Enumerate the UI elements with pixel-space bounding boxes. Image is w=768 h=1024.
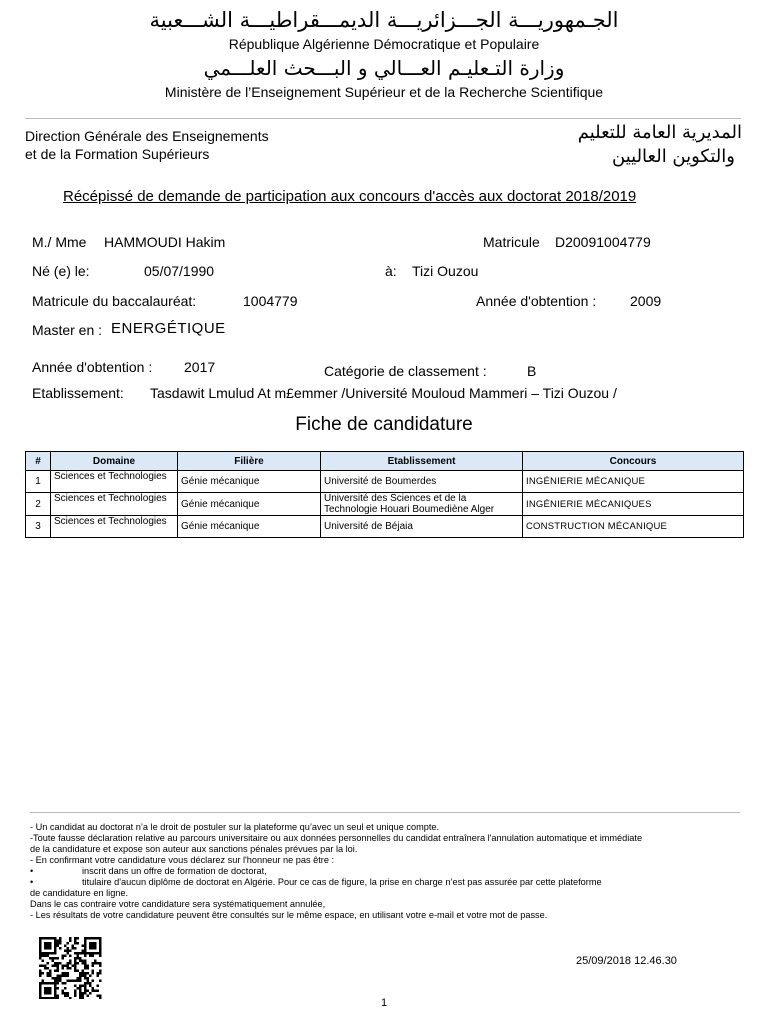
header-filiere: Filière [178, 452, 321, 471]
row-etablissement [321, 471, 523, 493]
row-etablissement-line1: Université de Béjaia [324, 521, 413, 532]
candidature-table [25, 451, 744, 538]
row-etablissement-line1: Université de Boumerdes [324, 476, 437, 487]
row-etablissement [321, 493, 523, 516]
note-line: - Les résultats de votre candidature peuvent être consultés sur le même espace, en utilisant votre e-mail et votre mot de passe. [30, 910, 548, 920]
republic-french: République Algérienne Démocratique et Populaire [228, 36, 540, 52]
note-bullet [30, 866, 740, 877]
header-num: # [26, 452, 51, 471]
bac-label: Matricule du baccalauréat: [32, 293, 197, 309]
bullet-icon: • [30, 866, 34, 876]
civility-label: M./ Mme [32, 234, 87, 250]
establishment-label: Etablissement: [32, 385, 124, 401]
notes-divider [30, 812, 740, 813]
candidate-name: HAMMOUDI Hakim [104, 234, 226, 250]
header-domaine: Domaine [51, 452, 178, 471]
direction-french-line1: Direction Générale des Enseignements [25, 128, 269, 144]
table-row [26, 516, 744, 538]
table-header-row [26, 452, 744, 471]
row-concours: CONSTRUCTION MÉCANIQUE [523, 516, 744, 538]
header-etablissement: Etablissement [321, 452, 523, 471]
master-label: Master en : [32, 322, 103, 338]
master-year-label: Année d'obtention : [32, 359, 153, 375]
category-value: B [527, 363, 537, 379]
establishment-value: Tasdawit Lmulud At m£emmer /Université Mouloud Mammeri – Tizi Ouzou / [150, 385, 617, 401]
birth-label: Né (e) le: [32, 263, 90, 279]
row-filiere: Génie mécanique [178, 516, 321, 538]
bullet-icon: • [30, 877, 34, 887]
header-concours: Concours [523, 452, 744, 471]
birth-place: Tizi Ouzou [412, 263, 479, 279]
document-title: Récépissé de demande de participation aux concours d'accès aux doctorat 2018/2019 [63, 188, 637, 205]
note-bullet-text: inscrit dans un offre de formation de doctorat, [82, 866, 267, 876]
row-domaine: Sciences et Technologies [51, 471, 178, 493]
row-etablissement-line1: Université des Sciences et de la [324, 493, 467, 504]
row-domaine: Sciences et Technologies [51, 516, 178, 538]
row-filiere: Génie mécanique [178, 493, 321, 516]
ministry-arabic: وزارة التـعليـم العـــالي و البـــحث العلـــمي [203, 56, 565, 80]
header-divider [25, 118, 741, 119]
qr-code-icon [39, 937, 103, 999]
row-num: 3 [26, 516, 51, 538]
row-concours: INGÉNIERIE MÉCANIQUE [523, 471, 744, 493]
note-bullet [30, 877, 740, 888]
bac-year-label: Année d'obtention : [476, 293, 597, 309]
birth-place-label: à: [385, 263, 397, 279]
ministry-french: Ministère de l’Enseignement Supérieur et de la Recherche Scientifique [164, 84, 604, 100]
matricule-label: Matricule [483, 234, 540, 250]
direction-arabic-line2: والتكوين العاليين [612, 146, 735, 167]
note-line: de candidature en ligne. [30, 888, 129, 898]
page-number: 1 [380, 997, 388, 1009]
category-label: Catégorie de classement : [324, 363, 487, 379]
note-line: - En confirmant votre candidature vous déclarez sur l'honneur ne pas être : [30, 855, 335, 865]
note-line: - Un candidat au doctorat n’a le droit de postuler sur la plateforme qu’avec un seul et unique compte. [30, 822, 440, 832]
direction-french-line2: et de la Formation Supérieurs [25, 146, 210, 162]
note-line: de la candidature et expose son auteur aux sanctions pénales prévues par la loi. [30, 844, 358, 854]
bac-year: 2009 [630, 293, 662, 309]
matricule-value: D20091004779 [555, 234, 651, 250]
table-row [26, 471, 744, 493]
row-num: 2 [26, 493, 51, 516]
note-line: Dans le cas contraire votre candidature sera systématiquement annulée, [30, 899, 326, 909]
direction-arabic-line1: المديرية العامة للتعليم [577, 122, 742, 143]
master-specialty: ENERGÉTIQUE [111, 320, 226, 337]
note-line: -Toute fausse déclaration relative au parcours universitaire ou aux données personnelles du candidat entraînera l'annulation automatique et immédiate [30, 833, 643, 843]
print-timestamp: 25/09/2018 12.46.30 [576, 955, 677, 967]
row-etablissement-line2: Technologie Houari Boumediène Alger [324, 504, 495, 515]
fiche-title: Fiche de candidature [295, 414, 473, 435]
table-row [26, 493, 744, 516]
row-concours: INGÉNIERIE MÉCANIQUES [523, 493, 744, 516]
row-etablissement [321, 516, 523, 538]
notes-block [30, 822, 740, 921]
bac-number: 1004779 [243, 293, 298, 309]
birth-date: 05/07/1990 [144, 263, 215, 279]
row-filiere: Génie mécanique [178, 471, 321, 493]
note-bullet-text: titulaire d'aucun diplôme de doctorat en Algérie. Pour ce cas de figure, la prise en charge n’est pas assurée par cette plateforme [82, 877, 602, 887]
master-year: 2017 [184, 359, 216, 375]
row-domaine: Sciences et Technologies [51, 493, 178, 516]
row-num: 1 [26, 471, 51, 493]
republic-arabic: الجـمهوريـــة الجـــزائريـــة الديمـــقراطيـــة الشـــعبية [149, 8, 619, 32]
